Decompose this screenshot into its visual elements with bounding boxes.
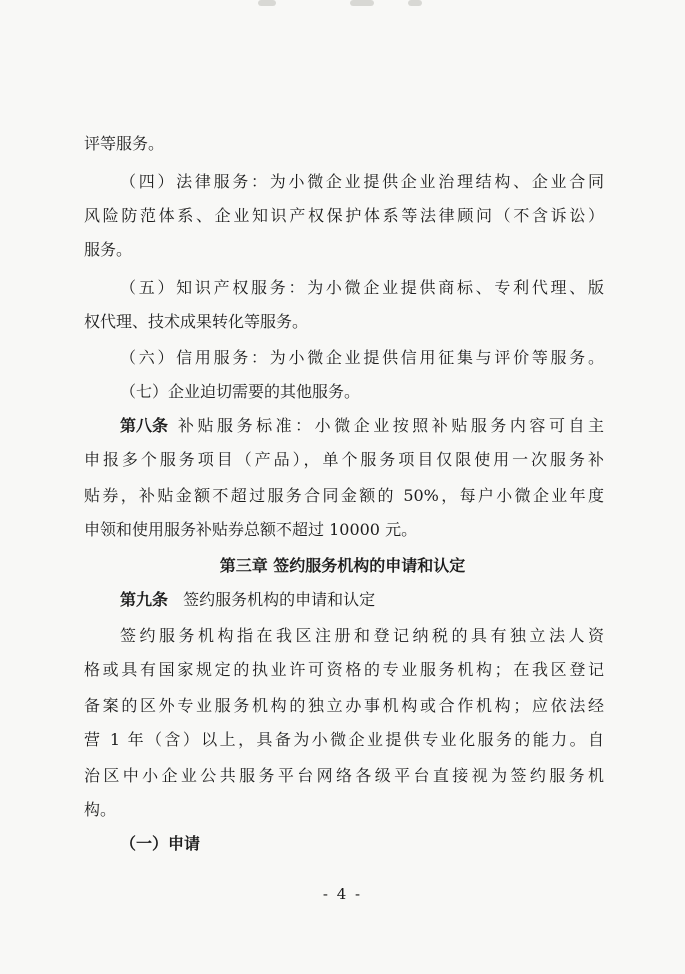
scan-artifact [408, 0, 422, 6]
text-line: 构。 [84, 800, 117, 819]
page-number: - 4 - [322, 885, 363, 903]
chapter-heading: 第三章 签约服务机构的申请和认定 [219, 556, 466, 575]
scan-artifact [258, 0, 276, 6]
text-line: （六）信用服务：为小微企业提供信用征集与评价等服务。 [120, 348, 604, 367]
text-line: 格或具有国家规定的执业许可资格的专业服务机构；在我区登记 [84, 660, 604, 679]
text-line: 权代理、技术成果转化等服务。 [84, 312, 309, 331]
text-line: 评等服务。 [84, 134, 165, 153]
text-line: 服务。 [84, 240, 133, 259]
text-line: 风险防范体系、企业知识产权保护体系等法律顾问（不含诉讼） [84, 206, 604, 225]
text-line: 签约服务机构指在我区注册和登记纳税的具有独立法人资 [120, 626, 604, 645]
scan-artifact [350, 0, 374, 6]
article-9-line [120, 590, 604, 610]
article-9-label: 第九条 [120, 590, 169, 609]
text-line: 申报多个服务项目（产品），单个服务项目仅限使用一次服务补 [84, 450, 604, 469]
article-8-label: 第八条 [120, 416, 169, 435]
text-line: 贴券，补贴金额不超过服务合同金额的 50%，每户小微企业年度 [84, 486, 604, 505]
text-line: 申领和使用服务补贴券总额不超过 10000 元。 [84, 520, 418, 539]
article-8-text: 补贴服务标准：小微企业按照补贴服务内容可自主 [178, 416, 604, 435]
section-heading: （一）申请 [120, 834, 201, 853]
text-line: （五）知识产权服务：为小微企业提供商标、专利代理、版 [120, 278, 604, 297]
text-line: （七）企业迫切需要的其他服务。 [120, 382, 361, 401]
article-8-line [120, 416, 604, 436]
text-line: （四）法律服务：为小微企业提供企业治理结构、企业合同 [120, 172, 604, 191]
article-9-text: 签约服务机构的申请和认定 [183, 590, 376, 609]
text-line: 备案的区外专业服务机构的独立办事机构或合作机构；应依法经 [84, 696, 604, 715]
text-line: 治区中小企业公共服务平台网络各级平台直接视为签约服务机 [84, 766, 604, 785]
text-line: 营 1 年（含）以上，具备为小微企业提供专业化服务的能力。自 [84, 730, 604, 749]
